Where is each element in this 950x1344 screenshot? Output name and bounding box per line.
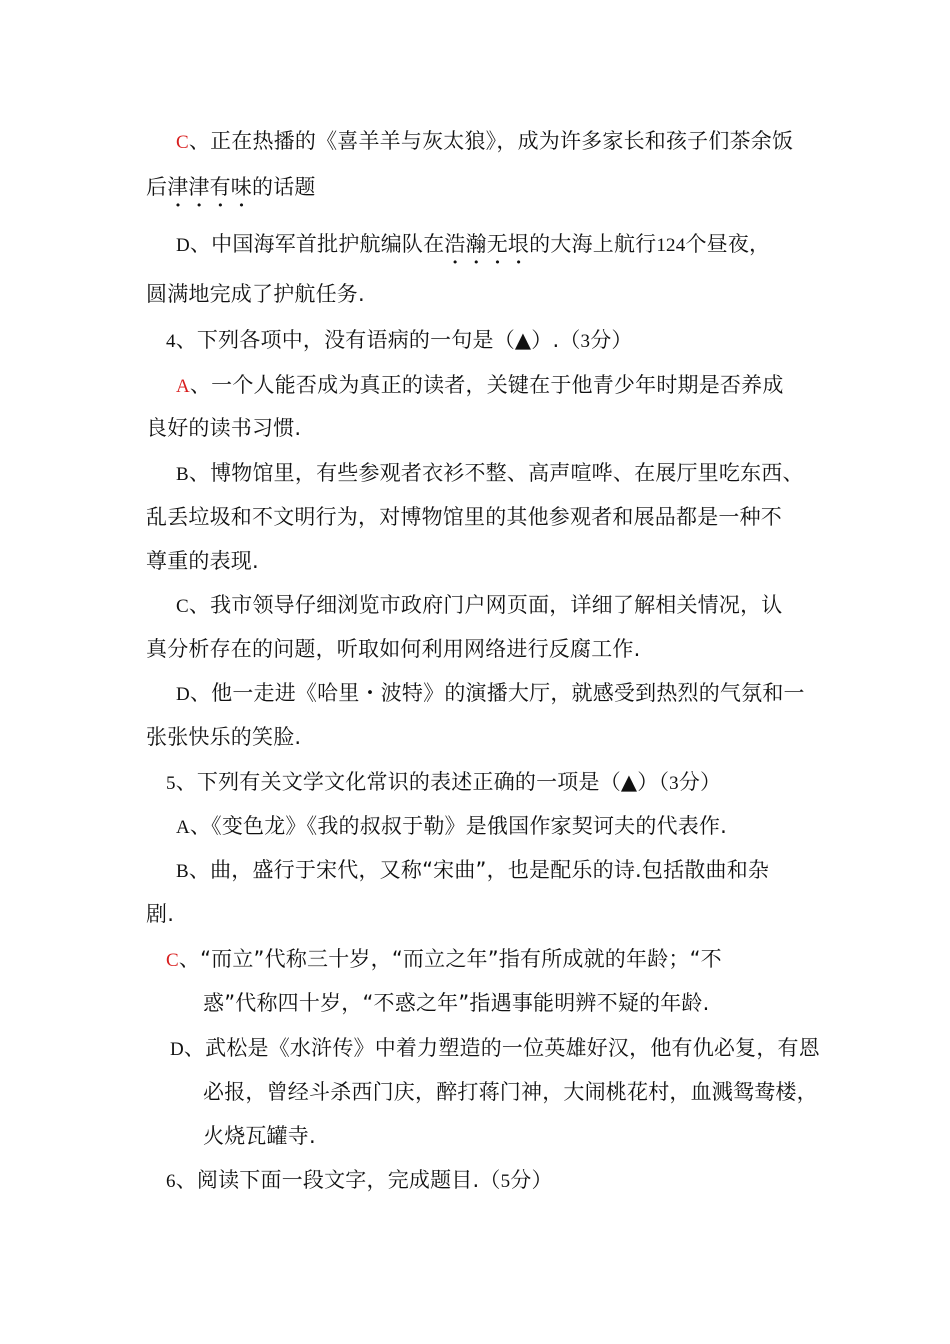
option-text: 张张快乐的笑脸. [146, 725, 302, 749]
option-text-part: 中国海军首批护航编队在 [211, 232, 445, 256]
option-text: 他一走进《哈里・波特》的演播大厅，就感受到热烈的气氛和一 [211, 681, 805, 705]
q5-option-d-continuation-1 [203, 1077, 818, 1107]
option-separator: 、 [189, 232, 212, 256]
q5-option-d-continuation-2 [203, 1121, 316, 1151]
question-text: 下列有关文学文化常识的表述正确的一项是（▲）（ [196, 770, 670, 794]
q4-option-b-continuation-2 [146, 546, 259, 576]
q5-option-c-continuation [203, 988, 710, 1018]
question-score: 5 [500, 1171, 511, 1192]
option-text: 乱丢垃圾和不文明行为，对博物馆里的其他参观者和展品都是一种不 [146, 505, 782, 529]
option-text: 曲，盛行于宋代，又称“宋曲”，也是配乐的诗.包括散曲和杂 [210, 858, 770, 882]
q5-stem [166, 767, 721, 799]
option-text: 《变色龙》《我的叔叔于勒》是俄国作家契诃夫的代表作. [211, 814, 727, 838]
option-text-part: 后 [146, 175, 168, 199]
option-text: 圆满地完成了护航任务. [146, 282, 365, 306]
option-letter: D [176, 235, 190, 256]
option-letter: D [176, 684, 190, 705]
option-text: 我市领导仔细浏览市政府门户网页面，详细了解相关情况，认 [210, 593, 783, 617]
option-separator: 、 [178, 947, 201, 971]
question-score: 3 [669, 773, 679, 794]
q4-option-c [176, 590, 782, 622]
question-number: 4 [166, 331, 176, 352]
option-letter: B [176, 861, 189, 882]
score-unit: 分） [590, 328, 633, 352]
question-text: 下列各项中，没有语病的一句是（▲）.（ [196, 328, 581, 352]
emphasized-phrase: 津津有味 [167, 175, 253, 199]
question-separator: 、 [175, 328, 197, 352]
option-letter: C [166, 950, 179, 971]
option-letter: B [176, 464, 189, 485]
question-text: 阅读下面一段文字，完成题目.（ [196, 1168, 501, 1192]
q4-stem [166, 325, 633, 357]
option-separator: 、 [188, 461, 211, 485]
q4-option-d [176, 678, 805, 710]
option-text: 尊重的表现. [146, 549, 259, 573]
option-separator: 、 [188, 858, 211, 882]
q5-option-d [170, 1033, 820, 1065]
option-separator: 、 [189, 681, 212, 705]
question-score: 3 [580, 331, 591, 352]
option-text: 火烧瓦罐寺. [203, 1124, 316, 1148]
q4-option-a-continuation [146, 413, 301, 443]
option-text: 剧. [146, 902, 175, 926]
option-letter: D [170, 1039, 184, 1060]
q3-option-d-continuation [146, 279, 365, 309]
option-text: 武松是《水浒传》中着力塑造的一位英雄好汉，他有仇必复，有恩 [205, 1036, 820, 1060]
option-text: 真分析存在的问题，听取如何利用网络进行反腐工作. [146, 637, 641, 661]
number-value: 124 [656, 235, 686, 256]
option-separator: 、 [188, 129, 211, 153]
option-text: 惑”代称四十岁，“不惑之年”指遇事能明辨不疑的年龄. [203, 991, 710, 1015]
question-separator: 、 [175, 1168, 197, 1192]
emphasized-phrase: 浩瀚无垠 [444, 232, 530, 256]
option-text: “而立”代称三十岁，“而立之年”指有所成就的年龄；“不 [200, 947, 722, 971]
option-text: 正在热播的《喜羊羊与灰太狼》，成为许多家长和孩子们茶余饭 [210, 129, 794, 153]
option-separator: 、 [189, 814, 212, 838]
question-number: 6 [166, 1171, 176, 1192]
q4-option-d-continuation [146, 722, 301, 752]
option-separator: 、 [188, 593, 211, 617]
option-letter: A [176, 376, 190, 397]
q5-option-c [166, 944, 722, 976]
option-text: 良好的读书习惯. [146, 416, 302, 440]
option-separator: 、 [183, 1036, 206, 1060]
q3-option-d [176, 229, 770, 269]
option-separator: 、 [189, 373, 212, 397]
option-text-part: 个昼夜， [685, 232, 771, 256]
option-text-part: 的大海上航行 [529, 232, 657, 256]
q3-option-c [176, 126, 793, 158]
score-unit: 分） [510, 1168, 553, 1192]
option-text: 博物馆里，有些参观者衣衫不整、高声喧哗、在展厅里吃东西、 [210, 461, 804, 485]
question-number: 5 [166, 773, 176, 794]
option-text: 一个人能否成为真正的读者，关键在于他青少年时期是否养成 [211, 373, 784, 397]
q4-option-b [176, 458, 804, 490]
option-text-part: 的话题 [252, 175, 316, 199]
option-text: 必报，曾经斗杀西门庆，醉打蒋门神，大闹桃花村，血溅鸳鸯楼， [203, 1080, 818, 1104]
q4-option-b-continuation-1 [146, 502, 782, 532]
option-letter: C [176, 132, 189, 153]
q3-option-c-continuation [146, 172, 316, 212]
question-separator: 、 [175, 770, 197, 794]
option-letter: A [176, 817, 190, 838]
q4-option-a [176, 370, 784, 402]
score-unit: 分） [678, 770, 722, 794]
q5-option-b [176, 855, 769, 887]
q5-option-a [176, 811, 727, 843]
q6-stem [166, 1165, 553, 1197]
q5-option-b-continuation [146, 899, 174, 929]
option-letter: C [176, 596, 189, 617]
q4-option-c-continuation [146, 634, 640, 664]
